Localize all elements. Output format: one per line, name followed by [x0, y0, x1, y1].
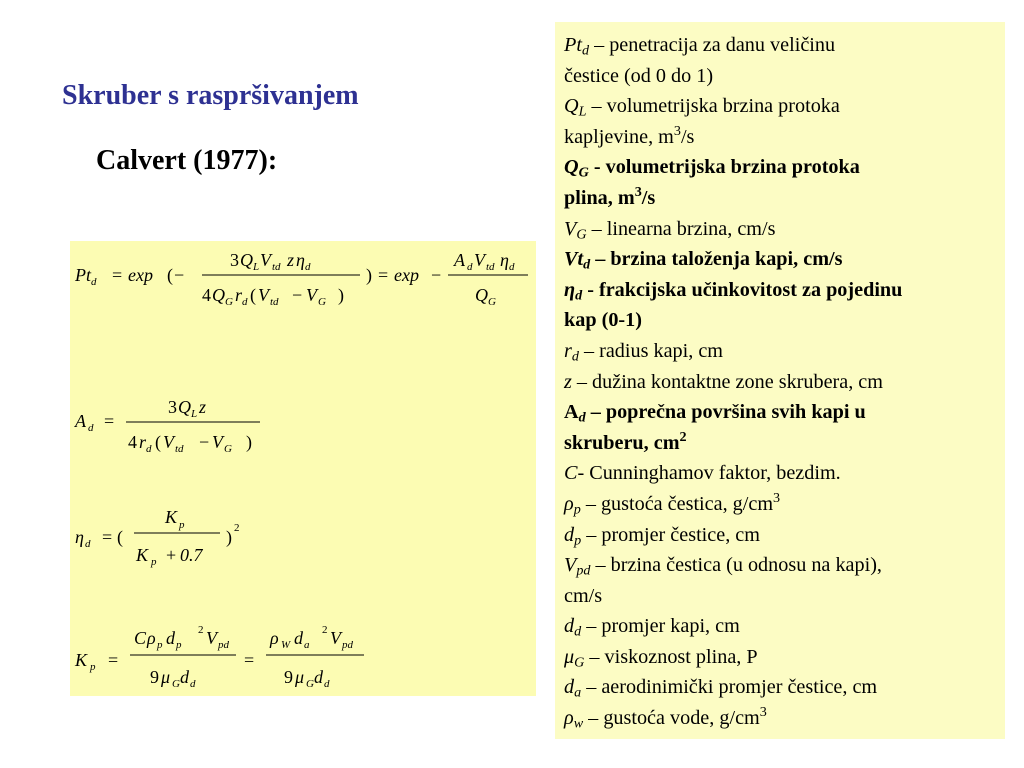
legend-item: $V_G$ – linearna brzina, cm/s — [564, 217, 776, 243]
svg-text:Ptd: $Pt_d$ — [75, 265, 97, 288]
legend-item: $\rho_w$ – gustoća vode, $g/cm^3$ — [564, 704, 767, 732]
svg-text:W: W — [281, 639, 291, 651]
svg-text:μ: μ — [161, 667, 171, 687]
legend-item: $Q_G$ - volumetrijska brzina protoka — [564, 156, 860, 181]
svg-text:C: C — [134, 628, 147, 648]
equation-inertial-parameter — [74, 624, 364, 690]
svg-text:Q: Q — [240, 250, 253, 270]
svg-text:ρ: ρ — [147, 628, 156, 648]
svg-text:=: = — [104, 411, 115, 431]
svg-text:=: = — [378, 265, 389, 285]
svg-text:A: A — [454, 250, 465, 270]
svg-text:V: V — [306, 285, 317, 305]
svg-text:η: η — [500, 250, 509, 270]
legend-item: $Vt_d$ – brzina taloženja kapi, cm/s — [564, 248, 843, 273]
svg-text:G: G — [172, 678, 180, 690]
svg-text:K: K — [75, 650, 88, 670]
equation-efficiency — [75, 507, 240, 568]
legend-item: čestice (od 0 do 1) — [564, 64, 714, 87]
svg-text:V: V — [212, 432, 223, 452]
svg-text:−: − — [174, 265, 185, 285]
svg-text:p: p — [176, 639, 182, 651]
formula-box — [70, 241, 536, 696]
svg-text:d: d — [305, 261, 311, 273]
svg-text:r: r — [139, 432, 147, 452]
legend-item: kap (0-1) — [564, 309, 642, 332]
svg-text:=: = — [244, 650, 255, 670]
slide-title: Skruber s raspršivanjem — [62, 80, 359, 111]
legend-item: $Pt_d$ – penetracija za danu veličinu — [564, 34, 836, 59]
svg-text:d: d — [242, 296, 248, 308]
svg-text:−: − — [199, 432, 210, 452]
svg-text:): ) — [246, 432, 252, 452]
legend-item: skruberu, $cm^2$ — [564, 428, 687, 454]
svg-text:ρ: ρ — [270, 628, 279, 648]
svg-text:(: ( — [167, 265, 173, 285]
svg-text:Q: Q — [212, 285, 225, 305]
svg-text:2: 2 — [198, 624, 204, 636]
legend-item: $A_d$ – poprečna površina svih kapi u — [564, 401, 866, 426]
svg-text:(: ( — [250, 285, 256, 305]
svg-text:μ: μ — [295, 667, 305, 687]
svg-text:p: p — [179, 519, 185, 531]
legend-item: C- Cunninghamov faktor, bezdim. — [564, 462, 841, 485]
svg-text:2: 2 — [322, 624, 328, 636]
svg-text:p: p — [90, 661, 96, 673]
svg-text:): ) — [338, 285, 344, 305]
svg-text:9: 9 — [284, 667, 293, 687]
legend-item: $Q_L$ – volumetrijska brzina protoka — [564, 95, 840, 120]
svg-text:A: A — [75, 411, 86, 431]
svg-text:pd: pd — [218, 639, 229, 651]
legend-item: z – dužina kontaktne zone skrubera, cm — [564, 370, 883, 393]
svg-text:(: ( — [155, 432, 161, 452]
svg-text:=: = — [108, 650, 119, 670]
svg-text:V: V — [330, 628, 341, 648]
svg-text:d: d — [509, 261, 515, 273]
svg-text:p: p — [151, 556, 157, 568]
svg-text:0.7: 0.7 — [180, 545, 203, 565]
svg-text:d: d — [166, 628, 175, 648]
svg-text:3: 3 — [230, 250, 239, 270]
equation-drop-area — [74, 397, 260, 455]
svg-text:d: d — [324, 678, 330, 690]
svg-text:td: td — [270, 296, 279, 308]
svg-text:td: td — [486, 261, 495, 273]
svg-text:=: = — [102, 527, 113, 547]
legend-item: kapljevine, $m^3/s$ — [564, 123, 695, 148]
svg-text:K: K — [136, 545, 149, 565]
svg-text:d: d — [85, 538, 91, 550]
svg-text:=: = — [112, 265, 123, 285]
svg-text:d: d — [88, 422, 94, 434]
legend-item: $r_d$ – radius kapi, cm — [564, 339, 724, 365]
svg-text:V: V — [206, 628, 217, 648]
svg-text:d: d — [314, 667, 323, 687]
legend-item: cm/s — [564, 584, 603, 607]
slide-subtitle: Calvert (1977): — [96, 145, 278, 176]
equation-penetration — [74, 250, 528, 308]
svg-text:d: d — [294, 628, 303, 648]
legend-item: $V_{pd}$ – brzina čestica (u odnosu na kapi), — [564, 554, 882, 579]
svg-text:r: r — [235, 285, 243, 305]
legend-item: $\eta_d$ - frakcijska učinkovitost za pojedinu — [564, 278, 903, 304]
svg-text:V: V — [260, 250, 271, 270]
formula-canvas — [70, 241, 536, 696]
svg-text:L: L — [191, 408, 198, 420]
svg-text:2: 2 — [234, 522, 240, 534]
svg-text:G: G — [306, 678, 314, 690]
svg-text:V: V — [474, 250, 485, 270]
svg-text:η: η — [296, 250, 305, 270]
svg-text:d: d — [180, 667, 189, 687]
svg-text:exp: exp — [394, 265, 419, 285]
svg-text:G: G — [224, 443, 232, 455]
svg-text:exp: exp — [128, 265, 153, 285]
svg-text:G: G — [225, 296, 233, 308]
svg-text:η: η — [75, 527, 84, 547]
svg-text:Q: Q — [178, 397, 191, 417]
legend-item: $d_d$ – promjer kapi, cm — [564, 615, 740, 640]
legend-item: $\mu_G$ – viskoznost plina, P — [564, 645, 758, 671]
svg-text:−: − — [431, 265, 442, 285]
svg-text:z: z — [287, 250, 295, 270]
svg-text:4: 4 — [128, 432, 137, 452]
svg-text:p: p — [157, 639, 163, 651]
svg-text:4: 4 — [202, 285, 211, 305]
svg-text:td: td — [175, 443, 184, 455]
svg-text:z: z — [199, 397, 207, 417]
svg-text:pd: pd — [342, 639, 353, 651]
svg-text:3: 3 — [168, 397, 177, 417]
svg-text:d: d — [146, 443, 152, 455]
svg-text:G: G — [318, 296, 326, 308]
symbol-legend — [555, 22, 1005, 739]
svg-text:+: + — [166, 545, 177, 565]
svg-text:V: V — [163, 432, 174, 452]
legend-item: $d_p$ – promjer čestice, cm — [564, 523, 760, 549]
svg-text:d: d — [467, 261, 473, 273]
legend-item: plina, $m^3/s$ — [564, 184, 656, 209]
svg-text:−: − — [292, 285, 303, 305]
svg-text:L: L — [253, 261, 260, 273]
svg-text:): ) — [366, 265, 372, 285]
svg-text:(: ( — [117, 527, 123, 547]
svg-text:9: 9 — [150, 667, 159, 687]
svg-text:V: V — [258, 285, 269, 305]
svg-text:td: td — [272, 261, 281, 273]
svg-text:G: G — [488, 296, 496, 308]
legend-item: $\rho_p$ – gustoća čestica, $g/cm^3$ — [564, 490, 781, 518]
svg-text:): ) — [226, 527, 232, 547]
svg-text:K: K — [165, 507, 178, 527]
legend-item: $d_a$ – aerodinimički promjer čestice, cm — [564, 676, 878, 701]
svg-text:d: d — [190, 678, 196, 690]
svg-text:Q: Q — [475, 285, 488, 305]
svg-text:a: a — [304, 639, 310, 651]
